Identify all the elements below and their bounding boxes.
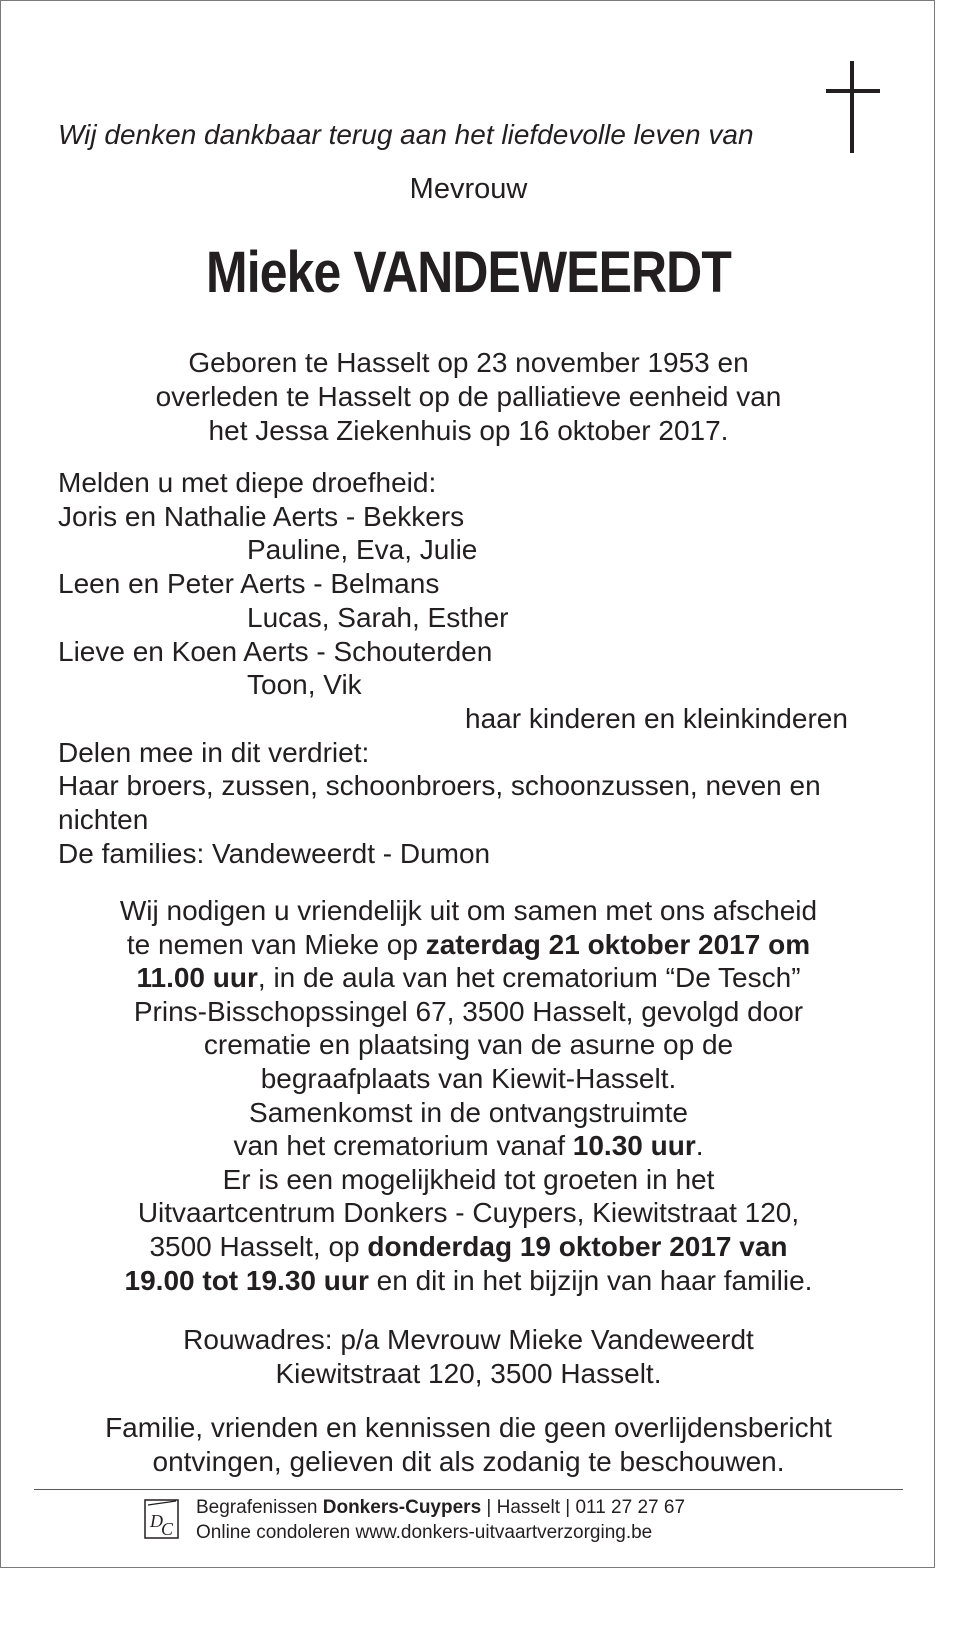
footer-brand: Donkers-Cuypers bbox=[322, 1497, 482, 1518]
closing-notice bbox=[1, 1411, 936, 1479]
service-time: 11.00 uur bbox=[136, 962, 258, 994]
svg-text:C: C bbox=[161, 1519, 174, 1539]
grandchildren: Pauline, Eva, Julie bbox=[247, 534, 478, 566]
visitation-time: 19.00 tot 19.30 uur bbox=[124, 1264, 369, 1296]
service-line: Er is een mogelijkheid tot groeten in het bbox=[222, 1163, 715, 1195]
death-line: overleden te Hasselt op de palliatieve eenheid van bbox=[155, 381, 782, 412]
reception-time: 10.30 uur bbox=[572, 1130, 696, 1162]
hospital-line: het Jessa Ziekenhuis op 16 oktober 2017. bbox=[208, 415, 729, 446]
birth-line: Geboren te Hasselt op 23 november 1953 en bbox=[188, 347, 749, 378]
service-text: . bbox=[695, 1130, 704, 1162]
service-date: zaterdag 21 oktober 2017 om bbox=[425, 928, 811, 960]
service-invitation bbox=[1, 894, 936, 1297]
share-heading: Delen mee in dit verdriet: bbox=[58, 736, 370, 768]
intro-text: Wij denken dankbaar terug aan het liefdevolle leven van bbox=[58, 119, 754, 150]
funeral-home-logo bbox=[142, 1497, 182, 1541]
footer-text: Begrafenissen bbox=[196, 1497, 323, 1518]
footer-website: Online condoleren www.donkers-uitvaartverzorging.be bbox=[196, 1522, 653, 1543]
visitation-date: donderdag 19 oktober 2017 van bbox=[367, 1230, 788, 1262]
service-line bbox=[1, 928, 936, 962]
service-line bbox=[1, 961, 936, 995]
service-line: Wij nodigen u vriendelijk uit om samen met ons afscheid bbox=[119, 895, 818, 926]
siblings-line: Haar broers, zussen, schoonbroers, schoonzussen, neven en bbox=[58, 770, 821, 802]
cross-icon bbox=[826, 61, 880, 153]
family-couple: Leen en Peter Aerts - Belmans bbox=[58, 568, 440, 600]
service-line bbox=[1, 1264, 936, 1298]
service-text: , in de aula van het crematorium “De Tesch” bbox=[257, 962, 801, 994]
grandchildren: Lucas, Sarah, Esther bbox=[247, 601, 509, 633]
families-line: De families: Vandeweerdt - Dumon bbox=[58, 837, 491, 869]
service-text: van het crematorium vanaf bbox=[233, 1130, 573, 1162]
grandchildren: Toon, Vik bbox=[247, 669, 362, 701]
footer-contact bbox=[196, 1495, 685, 1520]
notice-line: Familie, vrienden en kennissen die geen overlijdensbericht bbox=[105, 1412, 832, 1443]
service-line: Samenkomst in de ontvangstruimte bbox=[249, 1096, 688, 1128]
footer-text: | Hasselt | 011 27 27 67 bbox=[481, 1497, 686, 1518]
address-line: Rouwadres: p/a Mevrouw Mieke Vandeweerdt bbox=[183, 1324, 754, 1355]
funeral-home-footer bbox=[196, 1495, 685, 1545]
service-line: Prins-Bisschopssingel 67, 3500 Hasselt, gevolgd door bbox=[133, 995, 804, 1027]
salutation: Mevrouw bbox=[409, 173, 528, 205]
svg-text:D: D bbox=[150, 1511, 163, 1531]
service-text: en dit in het bijzijn van haar familie. bbox=[368, 1264, 813, 1296]
birth-death-details bbox=[1, 346, 936, 448]
service-line bbox=[1, 1129, 936, 1163]
family-couple: Joris en Nathalie Aerts - Bekkers bbox=[58, 500, 465, 532]
service-line: crematie en plaatsing van de asurne op de bbox=[203, 1029, 734, 1061]
service-line bbox=[1, 1230, 936, 1264]
service-line: Uitvaartcentrum Donkers - Cuypers, Kiewitstraat 120, bbox=[137, 1197, 800, 1229]
service-line: begraafplaats van Kiewit-Hasselt. bbox=[260, 1062, 677, 1094]
deceased-name: Mieke VANDEWEERDT bbox=[206, 240, 731, 305]
relation-note: haar kinderen en kleinkinderen bbox=[465, 702, 848, 734]
service-text: te nemen van Mieke op bbox=[126, 928, 426, 960]
family-list bbox=[58, 466, 848, 870]
siblings-line: nichten bbox=[58, 804, 149, 836]
mourning-address bbox=[1, 1323, 936, 1391]
family-heading: Melden u met diepe droefheid: bbox=[58, 467, 437, 498]
notice-line: ontvingen, gelieven dit als zodanig te beschouwen. bbox=[152, 1446, 785, 1477]
address-line: Kiewitstraat 120, 3500 Hasselt. bbox=[275, 1358, 662, 1389]
service-text: 3500 Hasselt, op bbox=[149, 1230, 368, 1262]
family-couple: Lieve en Koen Aerts - Schouterden bbox=[58, 635, 493, 667]
footer-divider bbox=[34, 1489, 903, 1490]
